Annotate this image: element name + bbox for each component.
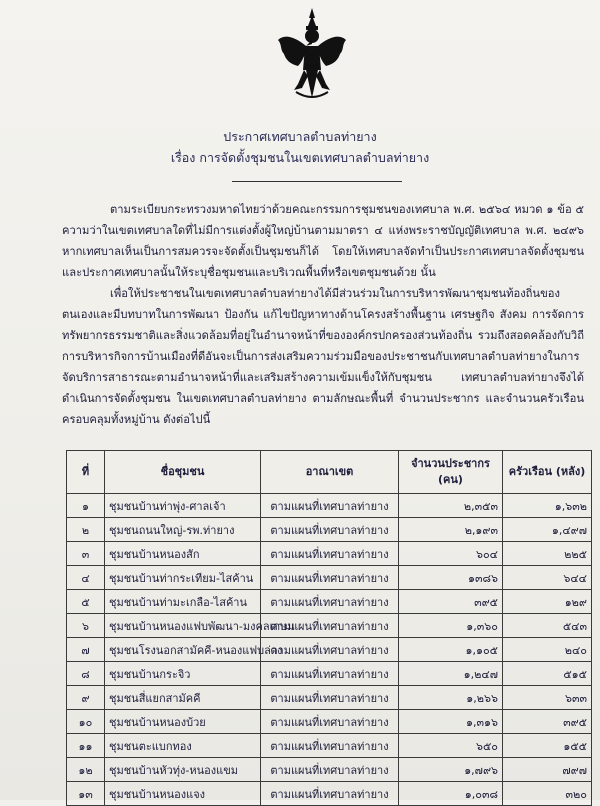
community-table — [66, 450, 592, 806]
row-number: ๗ — [67, 638, 105, 662]
household-count: ๑,๖๓๒ — [503, 494, 592, 518]
household-count: ๒๒๕ — [503, 542, 592, 566]
table-row — [67, 494, 592, 518]
household-count: ๕๑๕ — [503, 662, 592, 686]
household-count: ๑,๔๙๗ — [503, 518, 592, 542]
community-area: ตามแผนที่เทศบาลท่ายาง — [261, 710, 399, 734]
community-area: ตามแผนที่เทศบาลท่ายาง — [261, 758, 399, 782]
community-name: ชุมชนตะแบกทอง — [105, 734, 261, 758]
household-count: ๖๔๔ — [503, 566, 592, 590]
community-name: ชุมชนบ้านท่ามะเกลือ-ไสค้าน — [105, 590, 261, 614]
row-number: ๙ — [67, 686, 105, 710]
garuda-emblem-icon — [276, 6, 348, 102]
population-count: ๑,๗๙๖ — [399, 758, 503, 782]
table-row — [67, 614, 592, 638]
population-count: ๒,๑๙๓ — [399, 518, 503, 542]
population-count: ๑,๓๖๐ — [399, 614, 503, 638]
community-name: ชุมชนสี่แยกสามัคคี — [105, 686, 261, 710]
population-count: ๑,๐๓๘ — [399, 782, 503, 806]
community-area: ตามแผนที่เทศบาลท่ายาง — [261, 662, 399, 686]
community-area: ตามแผนที่เทศบาลท่ายาง — [261, 782, 399, 806]
community-area: ตามแผนที่เทศบาลท่ายาง — [261, 566, 399, 590]
population-count: ๒,๓๕๓ — [399, 494, 503, 518]
population-count: ๑,๓๑๖ — [399, 710, 503, 734]
table-row — [67, 638, 592, 662]
community-area: ตามแผนที่เทศบาลท่ายาง — [261, 494, 399, 518]
community-name: ชุมชนบ้านหนองสัก — [105, 542, 261, 566]
community-area: ตามแผนที่เทศบาลท่ายาง — [261, 686, 399, 710]
community-area: ตามแผนที่เทศบาลท่ายาง — [261, 734, 399, 758]
community-name: ชุมชนบ้านหนองแฟบพัฒนา-มงคลเกษม — [105, 614, 261, 638]
community-area: ตามแผนที่เทศบาลท่ายาง — [261, 518, 399, 542]
row-number: ๔ — [67, 566, 105, 590]
row-number: ๑ — [67, 494, 105, 518]
community-name: ชุมชนบ้านท่าพุ่ง-ศาลเจ้า — [105, 494, 261, 518]
community-area: ตามแผนที่เทศบาลท่ายาง — [261, 638, 399, 662]
community-name: ชุมชนบ้านหัวทุ่ง-หนองแขม — [105, 758, 261, 782]
community-name: ชุมชนถนนใหญ่-รพ.ท่ายาง — [105, 518, 261, 542]
household-count: ๑๒๙ — [503, 590, 592, 614]
table-row — [67, 734, 592, 758]
community-area: ตามแผนที่เทศบาลท่ายาง — [261, 590, 399, 614]
row-number: ๘ — [67, 662, 105, 686]
household-count: ๗๙๗ — [503, 758, 592, 782]
row-number: ๓ — [67, 542, 105, 566]
population-count: ๑,๒๖๖ — [399, 686, 503, 710]
household-count: ๑๕๕ — [503, 734, 592, 758]
community-name: ชุมชนบ้านหนองบ้วย — [105, 710, 261, 734]
row-number: ๖ — [67, 614, 105, 638]
population-count: ๖๐๔ — [399, 542, 503, 566]
population-count: ๖๕๐ — [399, 734, 503, 758]
table-row — [67, 686, 592, 710]
header-no: ที่ — [67, 451, 105, 494]
row-number: ๑๑ — [67, 734, 105, 758]
table-row — [67, 710, 592, 734]
household-count: ๖๓๓ — [503, 686, 592, 710]
row-number: ๕ — [67, 590, 105, 614]
population-count: ๑,๒๔๗ — [399, 662, 503, 686]
population-count: ๑๓๘๖ — [399, 566, 503, 590]
header-name: ชื่อชุมชน — [105, 451, 261, 494]
divider — [232, 181, 402, 182]
table-row — [67, 782, 592, 806]
household-count: ๓๒๐ — [503, 782, 592, 806]
table-row — [67, 662, 592, 686]
header-population: จำนวนประชากร (คน) — [399, 451, 503, 494]
header-households: ครัวเรือน (หลัง) — [503, 451, 592, 494]
population-count: ๑,๑๐๕ — [399, 638, 503, 662]
table-row — [67, 518, 592, 542]
body-text — [62, 199, 584, 430]
header-area: อาณาเขต — [261, 451, 399, 494]
announcement-title: ประกาศเทศบาลตำบลท่ายาง — [223, 129, 377, 144]
row-number: ๑๐ — [67, 710, 105, 734]
row-number: ๒ — [67, 518, 105, 542]
community-name: ชุมชนบ้านท่ากระเทียม-ไสค้าน — [105, 566, 261, 590]
table-header-row — [67, 451, 592, 494]
table-row — [67, 590, 592, 614]
household-count: ๕๔๓ — [503, 614, 592, 638]
table-row — [67, 542, 592, 566]
paragraph-2: เพื่อให้ประชาชนในเขตเทศบาลตำบลท่ายางได้มีส่วนร่วมในการบริหารพัฒนาชุมชนท้องถิ่นของตนเองและมีบทบาทในการพัฒนา ป้องกัน แก้ไขปัญหาทางด้านโครงสร้างพื้นฐาน เศรษฐกิจ สังคม การจัดการทรัพยากรธรรมชาติและสิ่งแวดล้อมที่อยู่ในอำนาจหน้าที่ขององค์กรปกครองส่วนท้องถิ่น รวมถึงสอดคล้องกับวิถีการบริหารกิจการบ้านเมืองที่ดีอันจะเป็นการส่งเสริมความร่วมมือของประชาชนกับเทศบาลตำบลท่ายางในการจัดบริการสาธารณะตามอำนาจหน้าที่และเสริมสร้างความเข้มแข็งให้กับชุมชน เทศบาลตำบลท่ายางจึงได้ดำเนินการจัดตั้งชุมชน ในเขตเทศบาลตำบลท่ายาง ตามลักษณะพื้นที่ จำนวนประชากร และจำนวนครัวเรือนครอบคลุมทั้งหมู่บ้าน ดังต่อไปนี้ — [62, 287, 584, 426]
community-name: ชุมชนโรงนอกสามัคคี-หนองแฟบล่าง — [105, 638, 261, 662]
household-count: ๒๔๐ — [503, 638, 592, 662]
announcement-subject: เรื่อง การจัดตั้งชุมชนในเขตเทศบาลตำบลท่ายาง — [170, 150, 430, 165]
community-area: ตามแผนที่เทศบาลท่ายาง — [261, 614, 399, 638]
table-row — [67, 758, 592, 782]
row-number: ๑๒ — [67, 758, 105, 782]
paragraph-1: ตามระเบียบกระทรวงมหาดไทยว่าด้วยคณะกรรมการชุมชนของเทศบาล พ.ศ. ๒๕๖๔ หมวด ๑ ข้อ ๕ ความว่าในเขตเทศบาลใดที่ไม่มีการแต่งตั้งผู้ใหญ่บ้านตามมาตรา ๔ แห่งพระราชบัญญัติเทศบาล พ.ศ. ๒๔๙๖ หากเทศบาลเห็นเป็นการสมควรจะจัดตั้งเป็นชุมชนก็ได้ โดยให้เทศบาลจัดทำเป็นประกาศเทศบาลจัดตั้งชุมชน และประกาศเทศบาลนั้นให้ระบุชื่อชุมชนและบริเวณพื้นที่หรือเขตชุมชนด้วย นั้น — [62, 203, 584, 279]
household-count: ๓๙๕ — [503, 710, 592, 734]
row-number: ๑๓ — [67, 782, 105, 806]
table-row — [67, 566, 592, 590]
community-name: ชุมชนบ้านกระจิว — [105, 662, 261, 686]
population-count: ๓๙๕ — [399, 590, 503, 614]
table-body — [67, 494, 592, 806]
community-name: ชุมชนบ้านหนองแจง — [105, 782, 261, 806]
community-area: ตามแผนที่เทศบาลท่ายาง — [261, 542, 399, 566]
